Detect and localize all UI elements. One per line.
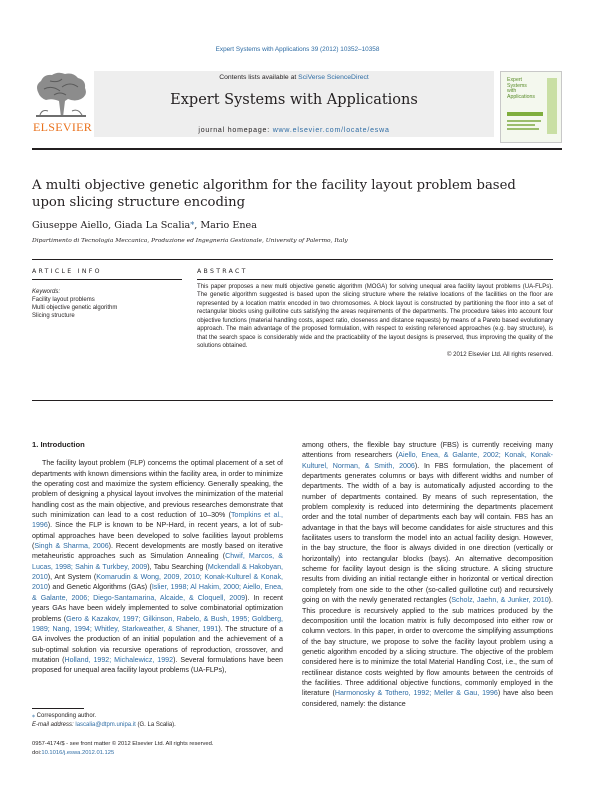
citation-link[interactable]: Islier, 1998; Al Hakim, 2000; Aiello, Enea, & Galante, 2006; Diego-Santamarina, Alcaide, & Cloquell, 2009	[32, 583, 284, 602]
body-text: ). This procedure is recursively applied to the sub matrices produced by the decomposition until the location matrix is fully decomposed into either row or column vectors. In this paper, in order to overcome the simplifying assumptions of the bay structure, we propose to solve the facility layout problem using a genetic algorithm encoded by a slicing structure. The objective of the problem considered here is to minimize the total Material Handling Cost, i.e., the sum of rectilinear distance costs weighted by flow amounts between the centroids of the facilities. Three additional objective functions, commonly employed in the literature (	[302, 596, 553, 698]
section-heading-introduction: 1. Introduction	[32, 440, 85, 449]
citation-link[interactable]: Scholz, Jaehn, & Junker, 2010	[451, 596, 549, 605]
keywords-label: Keywords:	[32, 289, 61, 295]
email-note	[32, 721, 176, 730]
doi-line	[32, 749, 214, 758]
keyword-item: Facility layout problems	[32, 297, 95, 303]
body-text: ), Ant System (	[47, 573, 97, 582]
body-text: ), Tabu Searching (	[147, 562, 208, 571]
contents-availability	[94, 74, 494, 81]
body-text: ) and Genetic Algorithms (GAs) (	[47, 583, 152, 592]
footnote-rule	[32, 708, 84, 709]
homepage-prefix: journal homepage:	[198, 127, 273, 134]
cover-bar	[507, 112, 543, 116]
authors-names: Giuseppe Aiello, Giada La Scalia	[32, 220, 191, 231]
cover-line	[507, 124, 535, 126]
doi-link[interactable]: 10.1016/j.eswa.2012.01.125	[41, 750, 115, 756]
keywords-block	[32, 288, 117, 320]
cover-line	[507, 120, 541, 122]
corresponding-author-mark[interactable]: ⁎	[190, 218, 195, 227]
abstract-body: This paper proposes a new multi objective genetic algorithm (MOGA) for solving unequal area facility layout problems (UA-FLPs). The genetic algorithm suggested is based upon the slicing structure where the relative locations of the facilities on the floor are represented by a location matrix encoded in two chromosomes. A block layout is constructed by partitioning the floor into a set of rectangular blocks using guillotine cuts satisfying the areas requirements of the departments. The procedure takes into account four objective functions (material handling costs, aspect ratio, closeness and distance requests) by means of a Pareto based evolutionary approach. The main advantage of the proposed formulation, with respect to existing referenced approaches (e.g. bay structure), is that the search space is considerably wide and the practicability of the layout designs is preserved, thus improving the quality of the solutions obtained.	[197, 284, 553, 350]
journal-title: Expert Systems with Applications	[170, 92, 418, 108]
article-info-rule	[32, 279, 182, 280]
body-text: ). Recent developments are mostly based on iterative metaheuristic approaches such as Simulation Annealing (	[32, 542, 283, 561]
authors-tail: , Mario Enea	[194, 220, 257, 231]
body-text: ) have also been considered, namely: the distance	[302, 689, 553, 708]
body-text: ). Several formulations have been proposed for unequal area facility layout problems (UA-FLPs),	[32, 655, 283, 675]
body-text: ). In recent years GAs have been widely implemented to solve combinatorial optimization problems (	[32, 593, 283, 623]
body-text: The facility layout problem (FLP) concerns the optimal placement of a set of departments with known dimensions within the facility area, in order to minimize the operating cost and maximize the system efficiency. Generally speaking, the problem of designing a physical layout involves the minimization of the material handling cost as the main objective, and previous researches demonstrate that such minimization can lead to a cost reduction of 10–30% (	[32, 459, 283, 520]
front-matter-rule	[32, 259, 553, 260]
elsevier-logo[interactable]	[32, 71, 93, 139]
citation-link[interactable]: Tompkins et al., 1996	[32, 511, 283, 530]
doi-prefix: doi:	[32, 750, 42, 756]
masthead-rule	[32, 148, 562, 150]
cover-line	[507, 128, 539, 130]
email-tail: (G. La Scalia).	[135, 722, 176, 728]
journal-citation[interactable]: Expert Systems with Applications 39 (2012) 10352–10358	[215, 46, 380, 53]
citation-link[interactable]: Singh & Sharma, 2006	[34, 542, 109, 551]
issn-line: 0957-4174/$ - see front matter © 2012 Elsevier Ltd. All rights reserved.	[32, 741, 214, 747]
homepage-link[interactable]: www.elsevier.com/locate/eswa	[272, 127, 390, 134]
abstract-copyright: © 2012 Elsevier Ltd. All rights reserved.	[447, 351, 553, 358]
author-affiliation: Dipartimento di Tecnologia Meccanica, Produzione ed Ingegneria Gestionale, University of Palermo, Italy	[32, 238, 348, 244]
body-text: ). Since the FLP is known to be NP-Hard, in recent years, a lot of sub-optimal approaches have been developed to solve facilities layout problems (	[32, 521, 283, 551]
article-info-label: ARTICLE INFO	[32, 268, 102, 275]
cover-title: Expert Systems with Applications	[507, 77, 535, 100]
masthead	[32, 71, 562, 144]
article-title: A multi objective genetic algorithm for the facility layout problem based upon slicing structure encoding	[32, 178, 516, 210]
keyword-item: Multi objective genetic algorithm	[32, 305, 118, 311]
footnote	[32, 712, 176, 730]
abstract-rule	[197, 279, 553, 280]
publisher-name: ELSEVIER	[33, 120, 93, 134]
cover-strip	[547, 78, 557, 134]
citation-link[interactable]: Chwif, Marcos, & Lucas, 1998; Sahin & Turkbey, 2009	[32, 552, 283, 571]
author-list	[32, 218, 257, 231]
sciencedirect-link[interactable]: SciVerse ScienceDirect	[298, 74, 369, 81]
journal-cover-thumbnail[interactable]	[500, 71, 562, 143]
email-label: E-mail address:	[32, 722, 76, 728]
citation-link[interactable]: Mckendall & Hakobyan, 2010	[32, 562, 283, 582]
citation-link[interactable]: Komarudin & Wong, 2009, 2010; Konak-Kulturel & Konak, 2010	[32, 573, 283, 592]
abstract-label: ABSTRACT	[197, 268, 248, 275]
footnote-mark: ⁎	[32, 713, 35, 719]
citation-link[interactable]: Aiello, Enea, & Galante, 2002; Konak, Konak-Kulturel, Norman, & Smith, 2006	[302, 451, 554, 470]
body-text: ). In FBS formulation, the placement of departments generates columns or bays with different widths and number of departments. The width of a bay is automatically adjusted according to the number of departments contained. By means of such representation, the problem complexity is reduced into determining the departments placement order and the total number of departments each bay will contain. FBS has an advantage in that the bays will become candidates for aisle structures and this facilitates users to transform the model into an actual facility design. However, in the bay structure, the floor is always divided in one direction (vertically or horizontally) into rectangular blocks (bays). An alternative decomposition scheme for facility layout design is the slicing structure. A slicing structure results from dividing an initial rectangle either in horizontal or vertical direction completely from one side to the other (so-called guillotine cut) and recursively going on with the newly generated rectangles (	[302, 461, 553, 605]
keyword-item: Slicing structure	[32, 313, 75, 319]
citation-link[interactable]: Gero & Kazakov, 1997; Gilkinson, Rabelo, & Bush, 1995; Goldberg, 1989; Nang, 1994; Whitley, Starkweather, & Shaner, 1991	[32, 614, 283, 633]
introduction-paragraph	[32, 458, 283, 675]
abstract-text	[197, 283, 553, 359]
corresponding-label: Corresponding author.	[35, 713, 97, 719]
citation-link[interactable]: Holland, 1992; Michalewicz, 1992	[64, 655, 174, 664]
introduction-paragraph-continued	[302, 440, 553, 709]
elsevier-tree-icon	[32, 71, 90, 119]
abstract-bottom-rule	[32, 400, 553, 401]
email-link[interactable]: lascalia@dtpm.unipa.it	[75, 722, 136, 728]
issn-block	[32, 740, 214, 758]
body-column-left	[32, 440, 283, 676]
body-text: ). The structure of a GA involves the production of an initial population and the achievement of a sub-optimal solution via recursive operations of reproduction, crossover, and mutation (	[32, 624, 283, 664]
contents-prefix: Contents lists available at	[219, 74, 299, 81]
citation-link[interactable]: Harmonosky & Tothero, 1992; Meller & Gau, 1996	[334, 689, 498, 698]
body-text: among others, the flexible bay structure (FBS) is currently receiving many attentions from researchers (	[302, 441, 553, 460]
journal-header-band	[94, 71, 494, 137]
journal-homepage	[94, 127, 494, 134]
corresponding-author-note	[32, 712, 176, 721]
body-column-right	[302, 440, 553, 709]
